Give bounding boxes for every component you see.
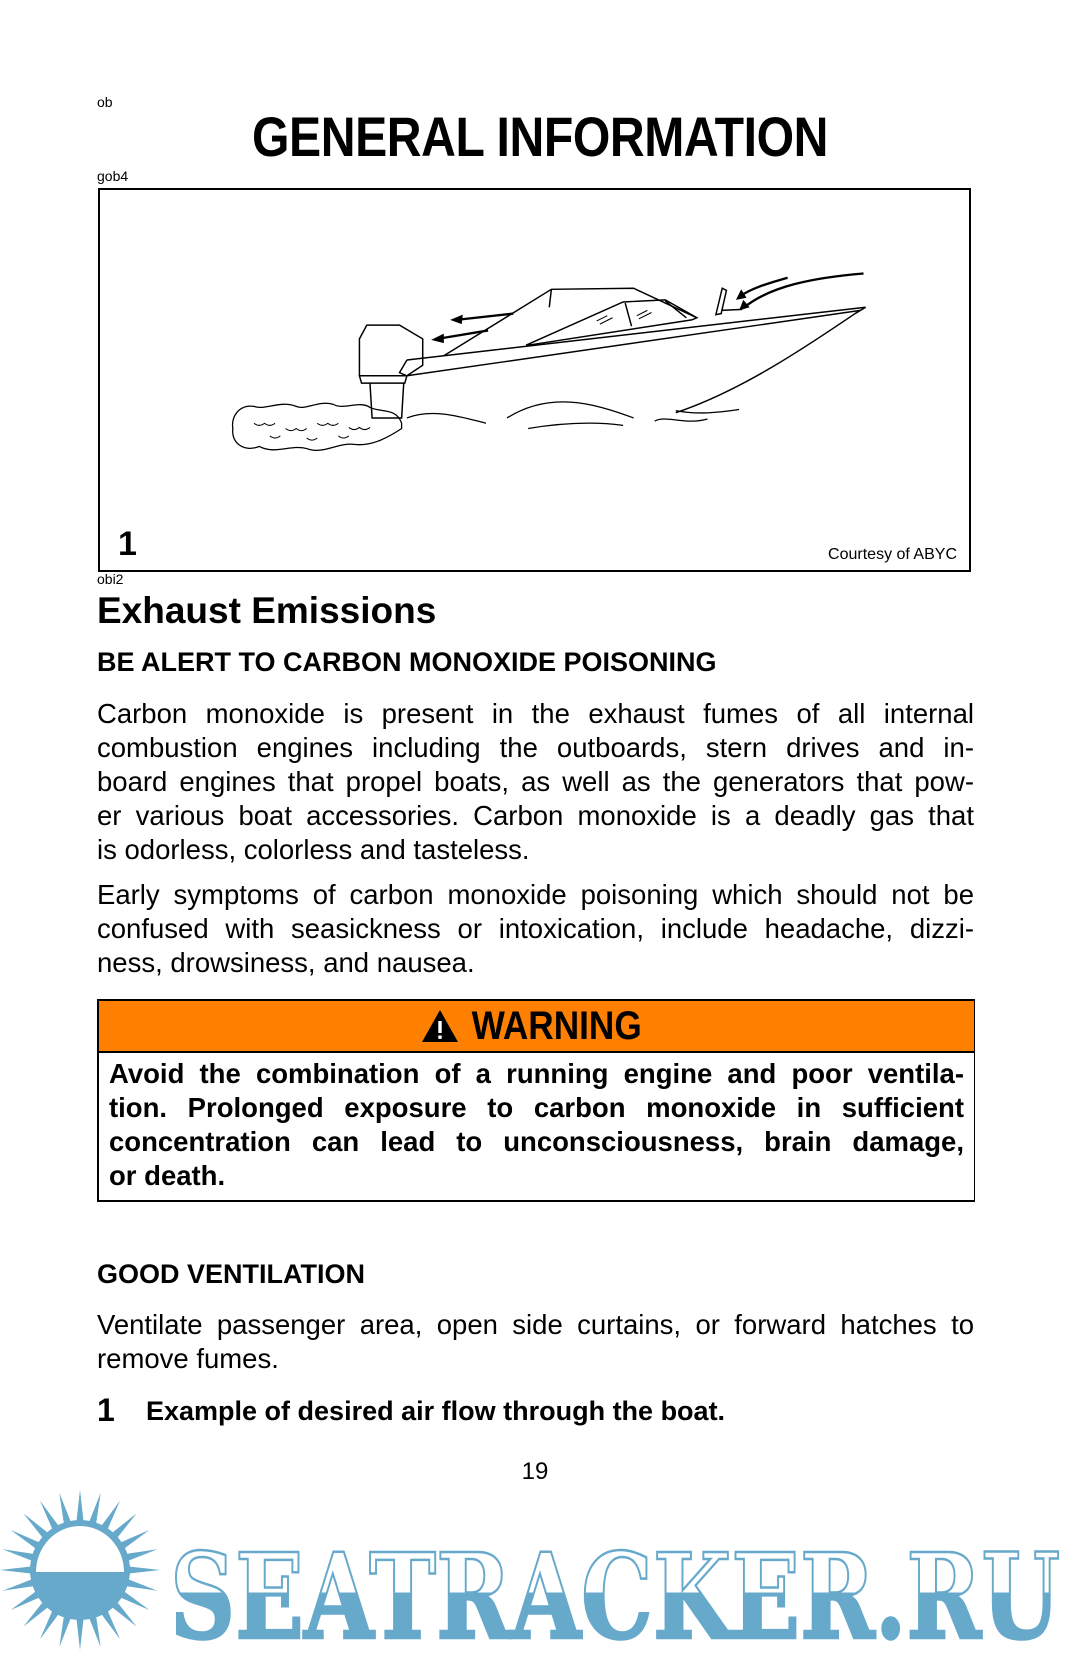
- page-number: 19: [521, 1458, 549, 1485]
- watermark-logo: [0, 1490, 1080, 1657]
- sun-ray: [23, 1599, 51, 1627]
- boat-illustration: [100, 190, 969, 570]
- sun-ray: [59, 1612, 72, 1647]
- warning-text: [99, 1053, 974, 1193]
- text-line: is odorless, colorless and tasteless.: [97, 834, 530, 865]
- figure-number: 1: [118, 525, 137, 563]
- text-line: concentration can lead to unconsciousness, brain damage,: [109, 1126, 964, 1157]
- text-line: tion. Prolonged exposure to carbon monoxide in sufficient: [109, 1092, 964, 1123]
- sun-ray: [23, 1513, 51, 1541]
- sun-ray: [88, 1612, 101, 1647]
- sun-ray: [3, 1549, 38, 1562]
- warning-triangle-icon: [420, 1008, 460, 1044]
- sun-ray: [117, 1589, 150, 1610]
- paragraph-carbon-monoxide: [97, 697, 974, 867]
- sun-ray: [109, 1599, 137, 1627]
- text-line: combustion engines including the outboards, stern drives and in-: [97, 732, 974, 763]
- sun-ray: [117, 1530, 150, 1551]
- paragraph-symptoms: [97, 878, 974, 980]
- text-line: remove fumes.: [97, 1343, 279, 1374]
- figure-boat-airflow: [98, 188, 971, 572]
- figure-credit: Courtesy of ABYC: [828, 546, 957, 563]
- sun-logo-icon: [0, 1490, 1080, 1652]
- paragraph-ventilation: [97, 1308, 974, 1376]
- tag-ob: ob: [97, 94, 113, 110]
- callout-text: Example of desired air flow through the boat.: [146, 1396, 726, 1426]
- sun-ray: [76, 1490, 84, 1525]
- page-title: GENERAL INFORMATION: [252, 105, 828, 168]
- text-line: ness, drowsiness, and nausea.: [97, 947, 475, 978]
- sun-ray: [88, 1493, 101, 1528]
- text-line: Carbon monoxide is present in the exhaust fumes of all internal: [97, 698, 974, 729]
- subheading-good-ventilation: GOOD VENTILATION: [97, 1259, 365, 1289]
- sun-ray: [40, 1501, 61, 1534]
- text-line: confused with seasickness or intoxication, include headache, dizzi-: [97, 913, 974, 944]
- sun-ray: [11, 1530, 44, 1551]
- sun-ray: [76, 1615, 84, 1650]
- sun-ray: [99, 1501, 120, 1534]
- sun-ray: [59, 1493, 72, 1528]
- sun-ray: [99, 1607, 120, 1640]
- sun-ray: [0, 1566, 35, 1574]
- text-line: Ventilate passenger area, open side curtains, or forward hatches to: [97, 1309, 974, 1340]
- sun-ray: [109, 1513, 137, 1541]
- text-line: or death.: [109, 1160, 226, 1191]
- watermark-text: SEATRACKER.RU: [170, 1527, 1060, 1652]
- text-line: Early symptoms of carbon monoxide poisoning which should not be: [97, 879, 974, 910]
- text-line: er various boat accessories. Carbon monoxide is a deadly gas that: [97, 800, 974, 831]
- section-title: Exhaust Emissions: [97, 590, 437, 631]
- sun-ray: [125, 1566, 160, 1574]
- sun-ray: [3, 1578, 38, 1591]
- tag-figure: gob4: [97, 168, 129, 184]
- sun-ray: [40, 1607, 61, 1640]
- sun-ray: [122, 1549, 157, 1562]
- text-line: board engines that propel boats, as well as the generators that pow-: [97, 766, 974, 797]
- warning-box: [97, 999, 975, 1202]
- subheading-carbon-monoxide: BE ALERT TO CARBON MONOXIDE POISONING: [97, 647, 717, 677]
- callout-number: 1: [97, 1392, 115, 1428]
- sun-ray: [11, 1589, 44, 1610]
- text-line: Avoid the combination of a running engine and poor ventila-: [109, 1058, 964, 1089]
- tag-section: obi2: [97, 571, 124, 587]
- warning-header: [99, 1001, 974, 1053]
- sun-ray: [122, 1578, 157, 1591]
- warning-label: WARNING: [471, 1003, 642, 1048]
